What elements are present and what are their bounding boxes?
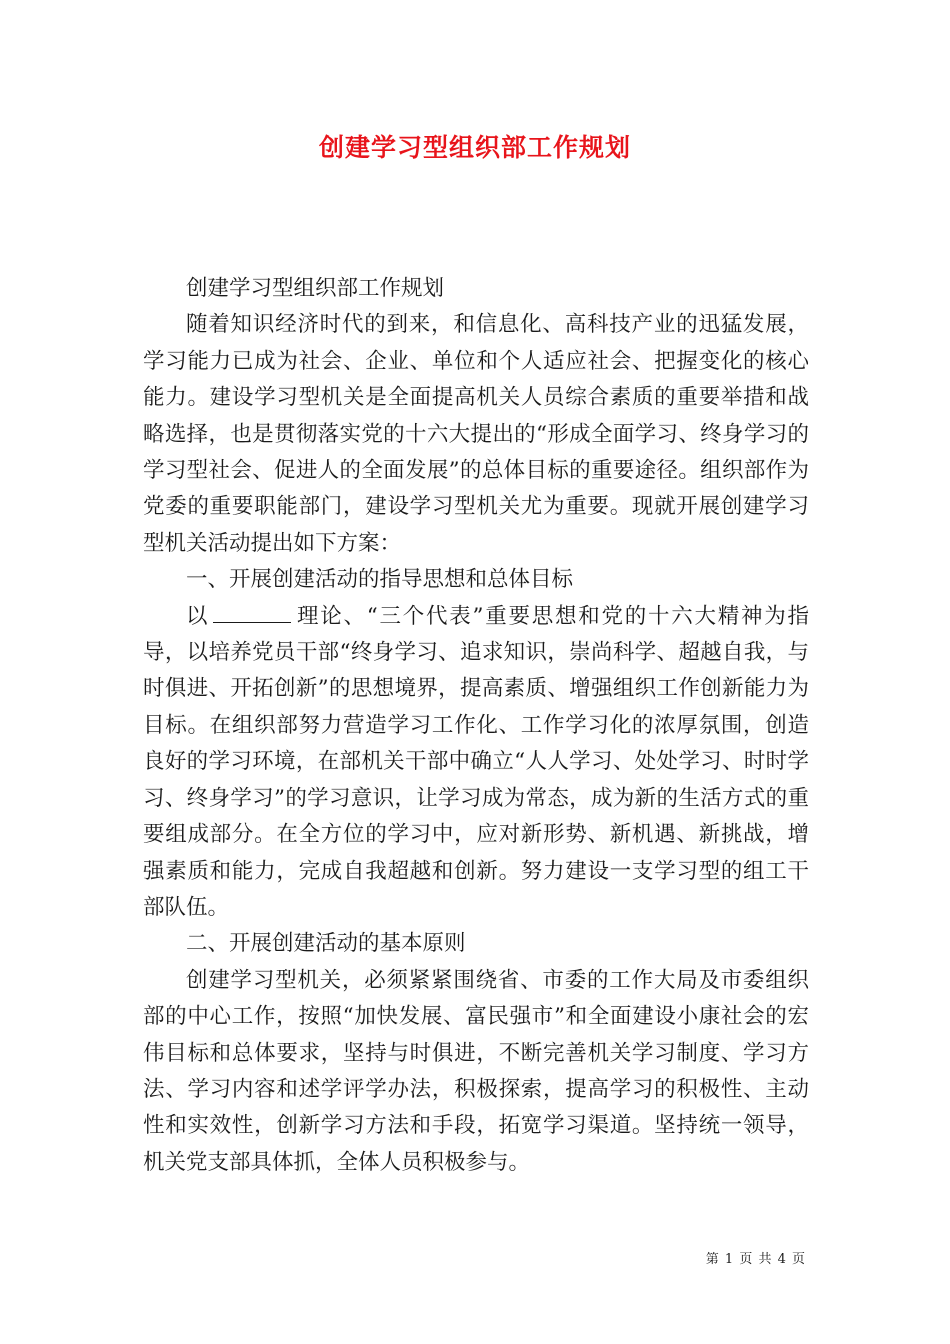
section-heading-2: 二、开展创建活动的基本原则 [186, 931, 466, 957]
document-body [143, 271, 809, 1181]
body-heading: 创建学习型组织部工作规划 [186, 276, 445, 301]
principles-paragraph: 创建学习型机关，必须紧紧围绕省、市委的工作大局及市委组织部的中心工作，按照“加快发展、富民强市”和全面建设小康社会的宏伟目标和总体要求，坚持与时俱进，不断完善机关学习制度、学习方法、学习内容和述学评学办法，积极探索，提高学习的积极性、主动性和实效性，创新学习方法和手段，拓宽学习渠道。坚持统一领导，机关党支部具体抓，全体人员积极参与。 [143, 967, 809, 1175]
blank-underline [213, 600, 291, 623]
document-title: 创建学习型组织部工作规划 [318, 133, 631, 162]
intro-paragraph: 随着知识经济时代的到来，和信息化、高科技产业的迅猛发展，学习能力已成为社会、企业、单位和个人适应社会、把握变化的核心能力。建设学习型机关是全面提高机关人员综合素质的重要举措和战略选择，也是贯彻落实党的十六大提出的“形成全面学习、终身学习的学习型社会、促进人的全面发展”的总体目标的重要途径。组织部作为党委的重要职能部门，建设学习型机关尤为重要。现就开展创建学习型机关活动提出如下方案： [143, 312, 809, 556]
guiding-paragraph [143, 599, 809, 927]
page-footer: 第 1 页 共 4 页 [705, 1252, 806, 1267]
guiding-prefix: 以 [186, 603, 210, 629]
section-heading-1: 一、开展创建活动的指导思想和总体目标 [186, 567, 574, 593]
guiding-suffix: 理论、“三个代表”重要思想和党的十六大精神为指导，以培养党员干部“终身学习、追求知识，崇尚科学、超越自我，与时俱进、开拓创新”的思想境界，提高素质、增强组织工作创新能力为目标。在组织部努力营造学习工作化、工作学习化的浓厚氛围，创造良好的学习环境，在部机关干部中确立“人人学习、处处学习、时时学习、终身学习”的学习意识，让学习成为常态，成为新的生活方式的重要组成部分。在全方位的学习中，应对新形势、新机遇、新挑战，增强素质和能力，完成自我超越和创新。努力建设一支学习型的组工干部队伍。 [143, 603, 809, 920]
